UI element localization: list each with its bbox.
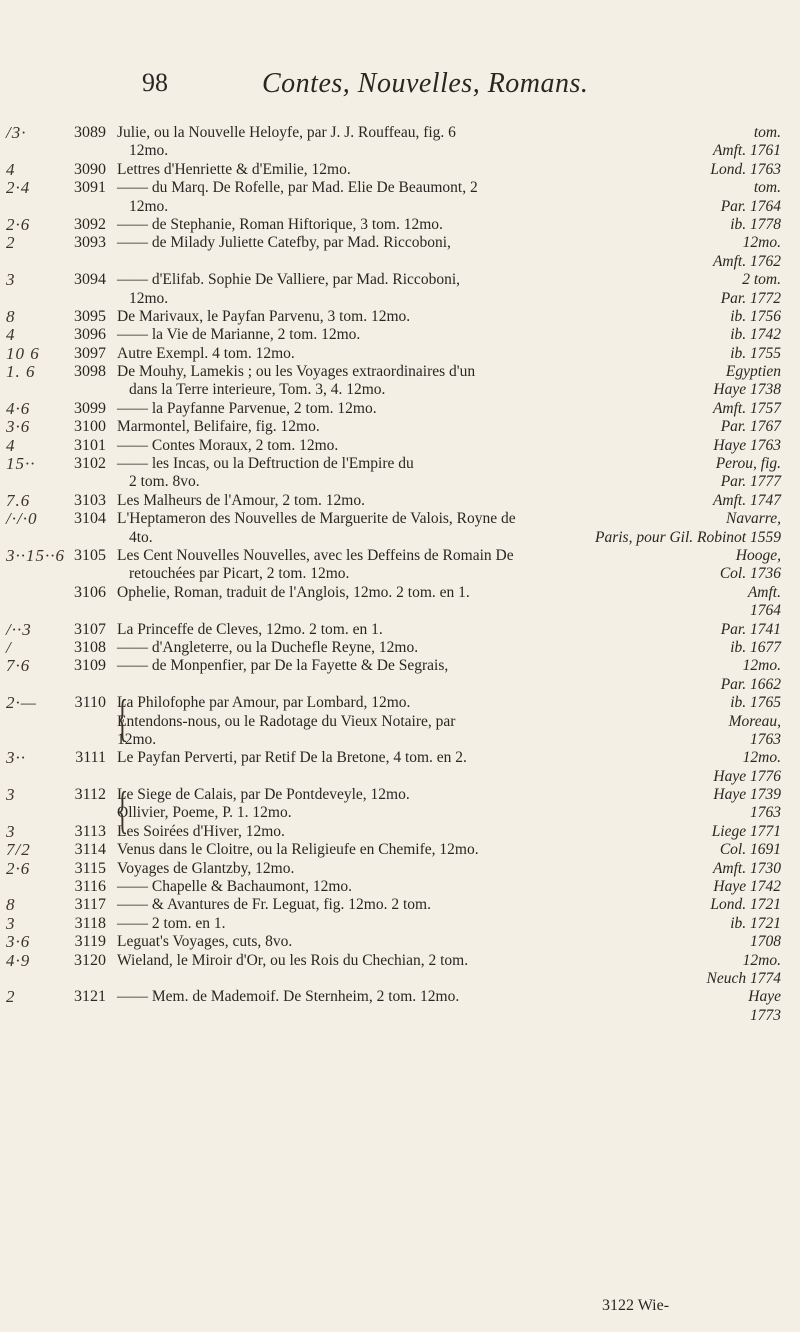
entry-line — [117, 804, 781, 822]
entry-description: L'Heptameron des Nouvelles de Marguerite de Valois, Royne de — [117, 510, 516, 528]
lot-number: 3118 — [74, 914, 106, 932]
imprint: 12mo. — [742, 657, 781, 675]
imprint: ib. 1677 — [730, 638, 781, 656]
entry-description: 12mo. — [129, 142, 169, 160]
entry-line — [117, 584, 781, 602]
manuscript-price-note: 3 — [6, 821, 16, 841]
entry-description: Le Siege de Calais, par De Pontdeveyle, 12mo. — [117, 786, 410, 804]
entry-line — [117, 455, 781, 473]
entry-line — [117, 363, 781, 381]
manuscript-price-note: 2 — [6, 987, 16, 1007]
catalogue-entry — [0, 952, 800, 989]
entry-line — [117, 142, 781, 160]
catalogue-entry — [0, 216, 800, 234]
imprint: 1773 — [750, 1006, 781, 1024]
imprint: Liege 1771 — [711, 822, 781, 840]
imprint: Haye — [748, 988, 781, 1006]
entry-line — [117, 473, 781, 491]
catalogue-entry — [0, 234, 800, 271]
imprint: 1763 — [750, 730, 781, 748]
entry-description: 12mo. — [129, 197, 169, 215]
manuscript-price-note: 10 6 — [6, 343, 40, 363]
entry-description: —— de Stephanie, Roman Hiftorique, 3 tom. 12mo. — [117, 215, 443, 233]
lot-number: 3098 — [74, 363, 106, 381]
imprint: Moreau, — [728, 712, 781, 730]
catalogue-entry — [0, 455, 800, 492]
entry-description: —— de Milady Juliette Catefby, par Mad. Riccoboni, — [117, 234, 451, 252]
entry-line — [117, 731, 781, 749]
lot-number: 3109 — [74, 657, 106, 675]
catalogue-entry — [0, 326, 800, 344]
grouping-brace: { — [116, 782, 129, 840]
imprint: Amft. 1730 — [712, 859, 781, 877]
entry-description: —— Mem. de Mademoif. De Sternheim, 2 tom. 12mo. — [117, 988, 460, 1006]
lot-number: 3089 — [74, 124, 106, 141]
entry-line — [117, 290, 781, 308]
entry-description: De Mouhy, Lamekis ; ou les Voyages extraordinaires d'un — [117, 363, 476, 381]
imprint: Hooge, — [735, 546, 781, 564]
entry-line — [117, 510, 781, 528]
entry-line — [117, 271, 781, 289]
imprint: Par. 1662 — [720, 675, 781, 693]
manuscript-price-note: 8 — [6, 895, 16, 915]
imprint: Haye 1763 — [713, 436, 781, 454]
imprint: Col. 1736 — [719, 565, 781, 583]
imprint: 1708 — [750, 933, 781, 951]
entry-line — [117, 437, 781, 455]
imprint: Haye 1776 — [713, 767, 781, 785]
catalogue-entry — [0, 639, 800, 657]
manuscript-price-note: 4 — [6, 159, 16, 179]
entry-description: Voyages de Glantzby, 12mo. — [117, 859, 295, 877]
entry-description: Entendons-nous, ou le Radotage du Vieux Notaire, par — [117, 712, 456, 730]
lot-number: 3114 — [74, 841, 106, 859]
entry-line — [117, 657, 781, 675]
entry-line — [117, 602, 781, 620]
entry-line — [117, 1007, 781, 1025]
page-title: Contes, Nouvelles, Romans. — [262, 68, 589, 99]
imprint: ib. 1755 — [730, 344, 781, 362]
entry-description: —— Chapelle & Bachaumont, 12mo. — [117, 878, 353, 896]
entry-line — [117, 841, 781, 859]
imprint: Amft. 1761 — [712, 142, 781, 160]
manuscript-price-note: /3· — [6, 123, 27, 142]
entry-line — [117, 749, 781, 767]
manuscript-price-note: 15·· — [6, 454, 36, 474]
manuscript-price-note: 3·· — [6, 748, 26, 768]
imprint: Neuch 1774 — [706, 969, 781, 987]
imprint: Par. 1777 — [720, 473, 781, 491]
imprint: ib. 1721 — [730, 914, 781, 932]
manuscript-price-note: 2·4 — [6, 178, 31, 198]
manuscript-price-note: 2·6 — [6, 858, 31, 878]
entry-description: Autre Exempl. 4 tom. 12mo. — [117, 344, 295, 362]
entry-line — [117, 915, 781, 933]
catalogue-entry — [0, 988, 800, 1025]
catalogue-entries — [0, 124, 800, 1025]
lot-number: 3100 — [74, 418, 106, 436]
entry-line — [117, 161, 781, 179]
entry-description: 12mo. — [117, 730, 157, 748]
entry-line — [117, 547, 781, 565]
entry-description: —— & Avantures de Fr. Leguat, fig. 12mo. 2 tom. — [117, 896, 431, 914]
imprint: ib. 1765 — [730, 694, 781, 712]
manuscript-price-note: / — [6, 637, 12, 657]
imprint: Par. 1767 — [720, 418, 781, 436]
entry-line — [117, 308, 781, 326]
catalogue-entry — [0, 878, 800, 896]
entry-line — [117, 621, 781, 639]
lot-number: 3096 — [74, 326, 106, 344]
imprint: Haye 1739 — [713, 786, 781, 804]
catalogue-entry — [0, 124, 800, 161]
imprint: 12mo. — [742, 234, 781, 252]
manuscript-price-note: 7.6 — [6, 490, 31, 510]
catalogue-entry — [0, 363, 800, 400]
imprint: Amft. 1757 — [712, 399, 781, 417]
entry-description: De Marivaux, le Payfan Parvenu, 3 tom. 12mo. — [117, 307, 411, 325]
entry-description: Ophelie, Roman, traduit de l'Anglois, 12mo. 2 tom. en 1. — [117, 583, 470, 601]
entry-description: Le Payfan Perverti, par Retif De la Bretone, 4 tom. en 2. — [117, 749, 467, 767]
running-header — [0, 68, 800, 108]
entry-line — [117, 713, 781, 731]
manuscript-price-note: 7/2 — [6, 840, 31, 860]
imprint: 12mo. — [742, 951, 781, 969]
entry-line — [117, 529, 781, 547]
manuscript-price-note: 3 — [6, 785, 16, 805]
manuscript-price-note: 3··15··6 — [6, 545, 65, 565]
manuscript-price-note: 3 — [6, 913, 16, 933]
catalogue-entry — [0, 400, 800, 418]
entry-description: Wieland, le Miroir d'Or, ou les Rois du Chechian, 2 tom. — [117, 951, 469, 969]
entry-description: Venus dans le Cloitre, ou la Religieufe en Chemife, 12mo. — [117, 841, 479, 859]
catalogue-entry — [0, 657, 800, 694]
imprint: Paris, pour Gil. Robinot 1559 — [594, 528, 781, 546]
entry-description: Julie, ou la Nouvelle Heloyfe, par J. J. Rouffeau, fig. 6 — [117, 124, 456, 141]
entry-line — [117, 234, 781, 252]
catalogue-entry — [0, 492, 800, 510]
manuscript-price-note: 1. 6 — [6, 362, 36, 382]
lot-number: 3116 — [74, 878, 106, 896]
manuscript-price-note: 2 — [6, 233, 16, 253]
lot-number: 3093 — [74, 234, 106, 252]
manuscript-price-note: /··3 — [6, 619, 32, 639]
entry-line — [117, 933, 781, 951]
imprint: Perou, fig. — [715, 455, 781, 473]
entry-description: —— du Marq. De Rofelle, par Mad. Elie De Beaumont, 2 — [117, 179, 478, 197]
entry-description: retouchées par Picart, 2 tom. 12mo. — [129, 565, 350, 583]
lot-number: 3094 — [74, 271, 106, 289]
entry-line — [117, 896, 781, 914]
entry-line — [117, 676, 781, 694]
entry-description: —— les Incas, ou la Deftruction de l'Empire du — [117, 455, 414, 473]
entry-description: —— d'Elifab. Sophie De Valliere, par Mad. Riccoboni, — [117, 271, 460, 289]
grouping-brace: { — [116, 690, 129, 748]
entry-description: Leguat's Voyages, cuts, 8vo. — [117, 933, 293, 951]
entry-line — [117, 639, 781, 657]
lot-number: 3106 — [74, 583, 106, 601]
entry-line — [117, 860, 781, 878]
catalogue-entry — [0, 584, 800, 621]
catalogue-entry — [0, 547, 800, 584]
imprint: tom. — [753, 124, 781, 141]
entry-description: Ollivier, Poeme, P. 1. 12mo. — [117, 804, 292, 822]
entry-line — [117, 878, 781, 896]
imprint: Col. 1691 — [719, 841, 781, 859]
entry-line — [117, 400, 781, 418]
catalogue-entry — [0, 933, 800, 951]
imprint: tom. — [753, 179, 781, 197]
imprint: Haye 1738 — [713, 381, 781, 399]
entry-description: Les Cent Nouvelles Nouvelles, avec les Deffeins de Romain De — [117, 546, 514, 564]
catalogue-entry — [0, 690, 800, 749]
manuscript-price-note: /·/·0 — [6, 509, 38, 529]
imprint: Par. 1764 — [720, 197, 781, 215]
entry-line — [117, 381, 781, 399]
entry-line — [117, 253, 781, 271]
page-number: 98 — [142, 68, 168, 97]
entry-description: Les Malheurs de l'Amour, 2 tom. 12mo. — [117, 491, 365, 509]
catalogue-entry — [0, 437, 800, 455]
catalogue-entry — [0, 510, 800, 547]
lot-number: 3110 — [74, 694, 106, 712]
catalogue-entry — [0, 860, 800, 878]
entry-description: Marmontel, Belifaire, fig. 12mo. — [117, 418, 320, 436]
entry-line — [117, 768, 781, 786]
entry-description: 4to. — [129, 528, 153, 546]
entry-line — [117, 952, 781, 970]
lot-number: 3108 — [74, 638, 106, 656]
entry-line — [117, 988, 781, 1006]
entry-description: —— d'Angleterre, ou la Duchefle Reyne, 12mo. — [117, 638, 419, 656]
lot-number: 3112 — [74, 786, 106, 804]
entry-description: 2 tom. 8vo. — [129, 473, 200, 491]
lot-number: 3104 — [74, 510, 106, 528]
lot-number: 3120 — [74, 951, 106, 969]
lot-number: 3097 — [74, 344, 106, 362]
imprint: Navarre, — [726, 510, 781, 528]
catalogue-entry — [0, 179, 800, 216]
manuscript-price-note: 2·6 — [6, 214, 31, 234]
manuscript-price-note: 4 — [6, 325, 16, 345]
lot-number: 3115 — [74, 859, 106, 877]
imprint: Amft. 1762 — [712, 252, 781, 270]
imprint: ib. 1778 — [730, 215, 781, 233]
manuscript-price-note: 3·6 — [6, 417, 31, 437]
imprint: Par. 1772 — [720, 289, 781, 307]
manuscript-price-note: 3 — [6, 270, 16, 290]
entry-line — [117, 492, 781, 510]
lot-number: 3099 — [74, 399, 106, 417]
entry-line — [117, 970, 781, 988]
entry-line — [117, 786, 781, 804]
lot-number: 3102 — [74, 455, 106, 473]
entry-line — [117, 345, 781, 363]
catalogue-entry — [0, 823, 800, 841]
imprint: Par. 1741 — [720, 620, 781, 638]
catchword: 3122 Wie- — [602, 1297, 670, 1314]
imprint: ib. 1756 — [730, 307, 781, 325]
catalogue-entry — [0, 915, 800, 933]
catalogue-entry — [0, 308, 800, 326]
entry-line — [117, 179, 781, 197]
lot-number: 3090 — [74, 160, 106, 178]
lot-number: 3095 — [74, 307, 106, 325]
imprint: Lond. 1763 — [710, 160, 781, 178]
entry-description: La Philofophe par Amour, par Lombard, 12mo. — [117, 694, 411, 712]
lot-number: 3107 — [74, 620, 106, 638]
manuscript-price-note: 4 — [6, 435, 16, 455]
entry-description: —— la Payfanne Parvenue, 2 tom. 12mo. — [117, 399, 377, 417]
catalogue-entry — [0, 161, 800, 179]
imprint: Egyptien — [725, 363, 781, 381]
entry-line — [117, 198, 781, 216]
manuscript-price-note: 4·9 — [6, 950, 31, 970]
lot-number: 3103 — [74, 491, 106, 509]
imprint: Lond. 1721 — [710, 896, 781, 914]
entry-description: La Princeffe de Cleves, 12mo. 2 tom. en 1. — [117, 620, 383, 638]
lot-number: 3105 — [74, 546, 106, 564]
catalogue-entry — [0, 418, 800, 436]
entry-description: dans la Terre interieure, Tom. 3, 4. 12mo. — [129, 381, 386, 399]
catalogue-entry — [0, 841, 800, 859]
imprint: 12mo. — [742, 749, 781, 767]
entry-line — [117, 565, 781, 583]
entry-description: —— Contes Moraux, 2 tom. 12mo. — [117, 436, 339, 454]
lot-number: 3091 — [74, 179, 106, 197]
imprint: Haye 1742 — [713, 878, 781, 896]
entry-line — [117, 124, 781, 142]
entry-line — [117, 418, 781, 436]
imprint: ib. 1742 — [730, 326, 781, 344]
manuscript-price-note: 3·6 — [6, 932, 31, 952]
catalogue-entry — [0, 896, 800, 914]
manuscript-price-note: 8 — [6, 306, 16, 326]
entry-description: Les Soirées d'Hiver, 12mo. — [117, 822, 285, 840]
lot-number: 3101 — [74, 436, 106, 454]
imprint: 2 tom. — [742, 271, 781, 289]
catalogue-entry — [0, 749, 800, 786]
lot-number: 3113 — [74, 822, 106, 840]
imprint: 1764 — [750, 602, 781, 620]
lot-number: 3111 — [75, 749, 106, 767]
manuscript-price-note: 4·6 — [6, 398, 31, 418]
entry-description: —— la Vie de Marianne, 2 tom. 12mo. — [117, 326, 361, 344]
catalogue-entry — [0, 271, 800, 308]
lot-number: 3121 — [74, 988, 106, 1006]
entry-line — [117, 326, 781, 344]
manuscript-price-note: 7·6 — [6, 656, 31, 676]
entry-line — [117, 694, 781, 712]
imprint: Amft. 1747 — [712, 491, 781, 509]
lot-number: 3119 — [74, 933, 106, 951]
entry-description: 12mo. — [129, 289, 169, 307]
catalogue-entry — [0, 621, 800, 639]
imprint: 1763 — [750, 804, 781, 822]
entry-line — [117, 823, 781, 841]
imprint: Amft. — [747, 583, 781, 601]
lot-number: 3092 — [74, 215, 106, 233]
entry-description: —— de Monpenfier, par De la Fayette & De Segrais, — [117, 657, 449, 675]
entry-description: —— 2 tom. en 1. — [117, 914, 226, 932]
manuscript-price-note: 2·— — [6, 693, 37, 713]
entry-line — [117, 216, 781, 234]
catalogue-entry — [0, 345, 800, 363]
lot-number: 3117 — [74, 896, 106, 914]
entry-description: Lettres d'Henriette & d'Emilie, 12mo. — [117, 160, 351, 178]
